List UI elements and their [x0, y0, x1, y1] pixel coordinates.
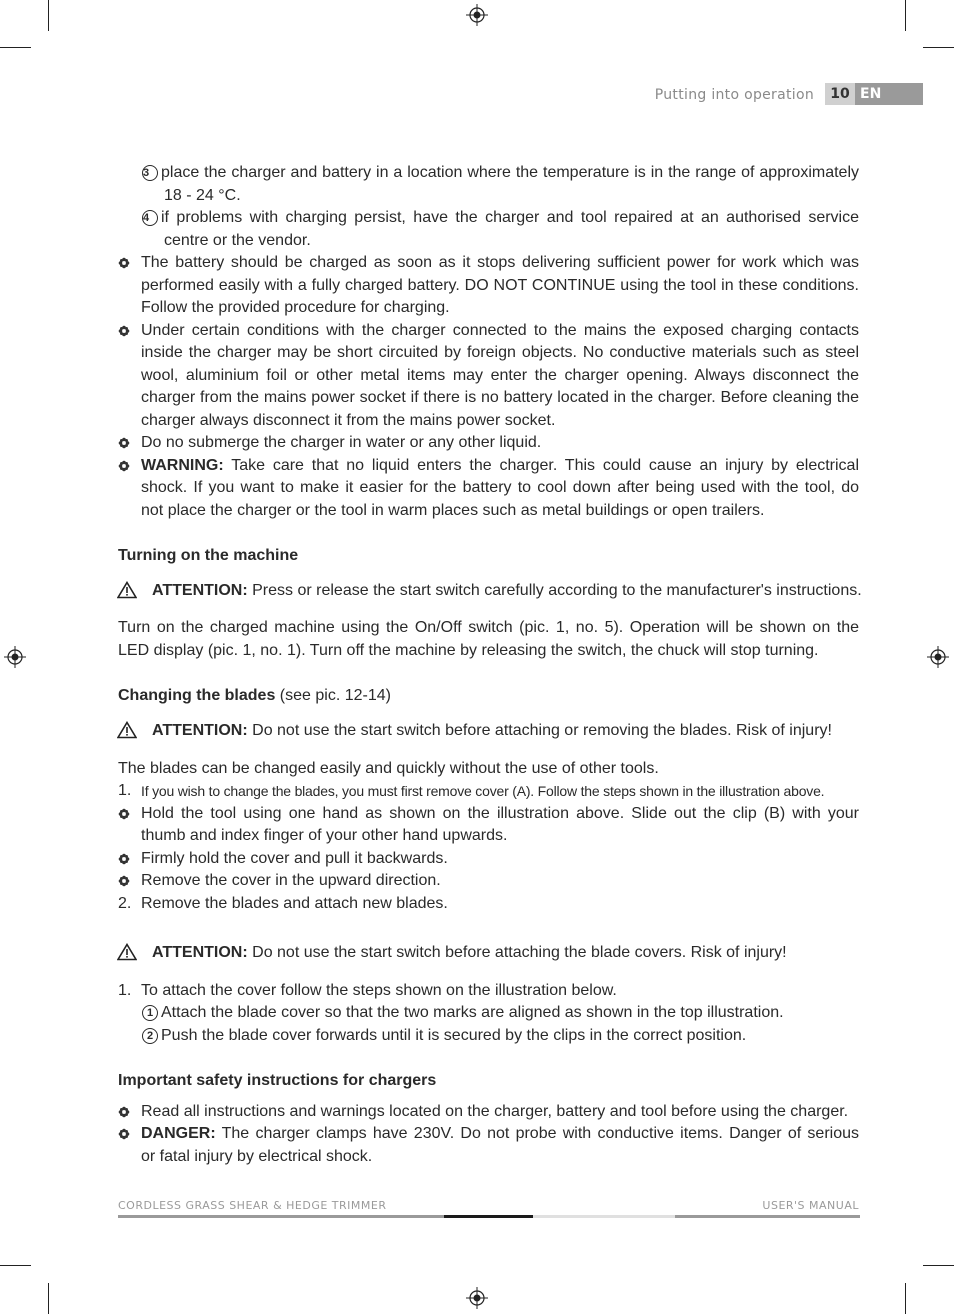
crop-mark: [48, 0, 49, 31]
bullet-text: Hold the tool using one hand as shown on the illustration above. Slide out the clip (B) with your: [141, 805, 859, 822]
footer-product-name: CORDLESS GRASS SHEAR & HEDGE TRIMMER: [118, 1199, 387, 1212]
warning-triangle-icon: [117, 721, 137, 739]
step-number: 1.: [118, 782, 132, 799]
list-item: 3 place the charger and battery in a location where the temperature is in the range of approximately: [143, 164, 859, 181]
bullet-text: or fatal injury by electrical shock.: [141, 1148, 373, 1165]
bullet-text: charger from the mains power socket if there is no battery located in the charger. Before cleaning the: [141, 389, 859, 406]
footer-rule: [675, 1215, 860, 1218]
bullet-flower-icon: [118, 1106, 130, 1118]
registration-mark-icon: [466, 4, 488, 26]
registration-mark-icon: [927, 646, 949, 668]
page-number: 10: [825, 83, 855, 105]
crop-mark: [0, 47, 31, 48]
paragraph: LED display (pic. 1, no. 1). Turn off the machine by releasing the switch, the chuck will stop turning.: [118, 642, 819, 659]
warning-label: WARNING:: [141, 457, 224, 474]
bullet-flower-icon: [118, 325, 130, 337]
step-text: If you wish to change the blades, you must first remove cover (A). Follow the steps shown in the illustration above.: [141, 783, 825, 799]
list-item-continuation: centre or the vendor.: [164, 232, 311, 249]
warning-triangle-icon: [117, 943, 137, 961]
bullet-text: performed easily with a fully charged battery. DO NOT CONTINUE using the tool in these conditions.: [141, 277, 859, 294]
bullet-text: WARNING: Take care that no liquid enters the charger. This could cause an injury by electrical: [141, 457, 859, 474]
bullet-flower-icon: [118, 460, 130, 472]
header-section-title: Putting into operation: [654, 87, 814, 103]
list-item: 4 if problems with charging persist, have the charger and tool repaired at an authorised service: [143, 209, 859, 226]
step-number: 2.: [118, 895, 132, 912]
registration-mark-icon: [466, 1287, 488, 1309]
circled-number: 1: [142, 1005, 158, 1021]
bullet-flower-icon: [118, 853, 130, 865]
attention-note: ATTENTION: Do not use the start switch before attaching or removing the blades. Risk of injury!: [152, 722, 832, 739]
bullet-text: Follow the provided procedure for charging.: [141, 299, 450, 316]
footer-rule: [533, 1215, 675, 1218]
paragraph: Turn on the charged machine using the On/Off switch (pic. 1, no. 5). Operation will be shown on the: [118, 619, 859, 636]
bullet-text: charger always disconnect it from the mains power socket.: [141, 412, 556, 429]
step-text: To attach the cover follow the steps shown on the illustration below.: [141, 982, 617, 999]
bullet-text: Do no submerge the charger in water or any other liquid.: [141, 434, 542, 451]
bullet-text: not place the charger or the tool in warm places such as metal buildings or open trailers.: [141, 502, 765, 519]
bullet-flower-icon: [118, 808, 130, 820]
bullet-text: Remove the cover in the upward direction.: [141, 872, 441, 889]
bullet-text: shock. If you want to make it easier for the battery to cool down after being used with the tool, do: [141, 479, 859, 496]
attention-note: ATTENTION: Press or release the start switch carefully according to the manufacturer's instructions.: [152, 582, 862, 599]
warning-triangle-icon: [117, 581, 137, 599]
sub-step: 1 Attach the blade cover so that the two marks are aligned as shown in the top illustration.: [142, 1002, 784, 1024]
footer-doc-type: USER'S MANUAL: [762, 1199, 859, 1212]
crop-mark: [905, 0, 906, 31]
bullet-text: Read all instructions and warnings located on the charger, battery and tool before using the charger.: [141, 1103, 849, 1120]
bullet-text: Firmly hold the cover and pull it backwards.: [141, 850, 448, 867]
bullet-flower-icon: [118, 437, 130, 449]
circled-number: 4: [142, 210, 158, 226]
list-item-continuation: 18 - 24 °C.: [164, 187, 241, 204]
paragraph: The blades can be changed easily and quickly without the use of other tools.: [118, 760, 659, 777]
step-text: Remove the blades and attach new blades.: [141, 895, 448, 912]
bullet-text: wool, aluminium foil or other metal items may enter the charger opening. Always disconnect the: [141, 367, 859, 384]
circled-number: 2: [142, 1028, 158, 1044]
step-number: 1.: [118, 982, 132, 999]
crop-mark: [923, 1265, 954, 1266]
bullet-text: inside the charger may be short circuited by foreign objects. No conductive materials such as steel: [141, 344, 859, 361]
bullet-text: The battery should be charged as soon as it stops delivering sufficient power for work which was: [141, 254, 859, 271]
sub-step: 2 Push the blade cover forwards until it is secured by the clips in the correct position.: [142, 1025, 746, 1047]
danger-label: DANGER:: [141, 1125, 216, 1142]
registration-mark-icon: [4, 646, 26, 668]
crop-mark: [48, 1283, 49, 1314]
bullet-flower-icon: [118, 875, 130, 887]
section-heading: Important safety instructions for chargers: [118, 1072, 437, 1089]
section-heading: Changing the blades (see pic. 12-14): [118, 687, 391, 704]
section-heading: Turning on the machine: [118, 547, 299, 564]
crop-mark: [923, 47, 954, 48]
bullet-flower-icon: [118, 257, 130, 269]
bullet-text: thumb and index finger of your other hand upwards.: [141, 827, 508, 844]
crop-mark: [905, 1283, 906, 1314]
crop-mark: [0, 1265, 31, 1266]
bullet-flower-icon: [118, 1128, 130, 1140]
circled-number: 3: [142, 165, 158, 181]
footer-rule: [444, 1215, 533, 1218]
bullet-text: DANGER: The charger clamps have 230V. Do not probe with conductive items. Danger of serious: [141, 1125, 859, 1142]
language-tab: EN: [855, 83, 923, 105]
footer-rule: [118, 1215, 444, 1218]
attention-note: ATTENTION: Do not use the start switch before attaching the blade covers. Risk of injury!: [152, 944, 787, 961]
bullet-text: Under certain conditions with the charger connected to the mains the exposed charging contacts: [141, 322, 859, 339]
